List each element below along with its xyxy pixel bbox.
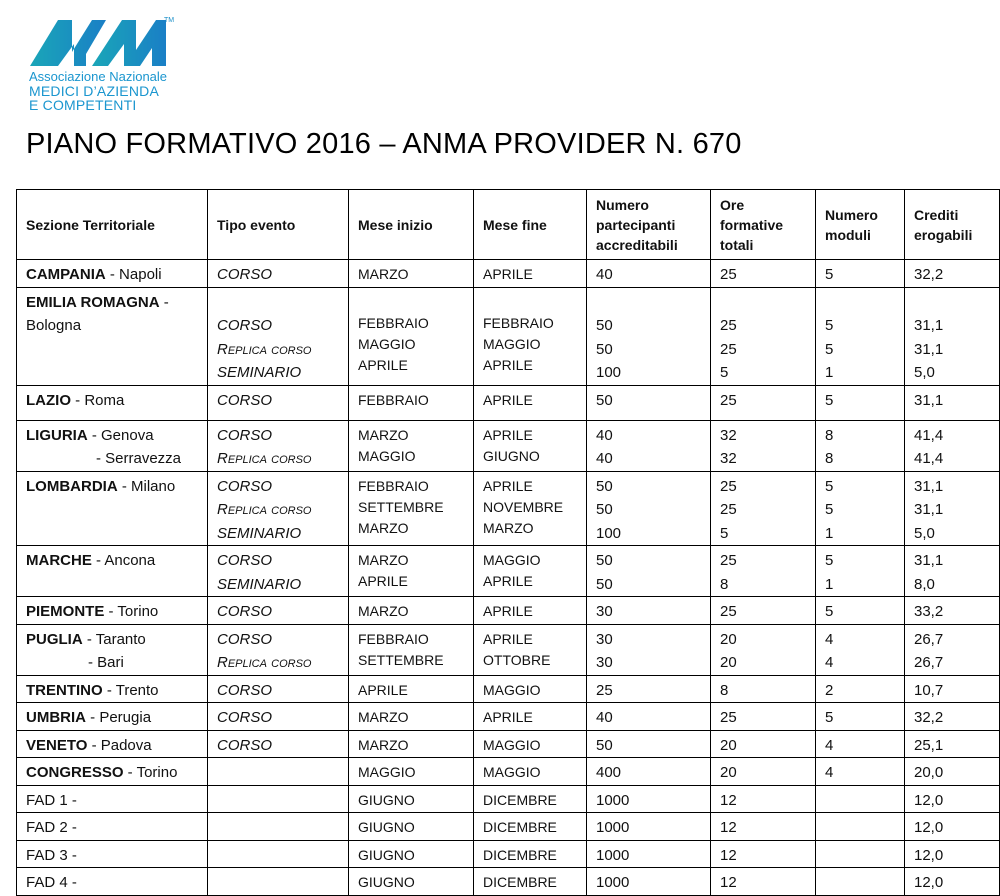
event-type: Replica corso — [217, 340, 312, 358]
value: 32 — [720, 450, 737, 467]
cell-moduli: 5 — [816, 597, 905, 625]
cell-crediti: 31,1 — [905, 385, 1000, 420]
cell-fine: DICEMBRE — [474, 785, 587, 813]
table-row — [17, 287, 1000, 385]
cell-fine — [474, 624, 587, 675]
cell-partecipanti: 50 — [587, 730, 711, 758]
table-row — [17, 785, 1000, 813]
event-type: Replica corso — [217, 501, 312, 518]
city-name: - Ancona — [91, 552, 156, 569]
value: 1 — [825, 524, 834, 542]
table-row — [17, 868, 1000, 896]
month: NOVEMBRE — [483, 498, 564, 515]
city-name: - Roma — [71, 391, 125, 409]
cell-ore: 12 — [711, 785, 816, 813]
event-type: CORSO — [217, 477, 273, 495]
city-name-2: - Bari — [88, 654, 124, 671]
cell-sezione — [17, 546, 208, 597]
cell-partecipanti: 1000 — [587, 785, 711, 813]
cell-crediti: 12,0 — [905, 785, 1000, 813]
region-name: CONGRESSO — [26, 764, 124, 781]
month: MAGGIO — [358, 447, 416, 464]
cell-tipo: CORSO — [208, 260, 349, 288]
cell-partecipanti: 1000 — [587, 840, 711, 868]
month: APRILE — [358, 356, 408, 373]
table-row — [17, 597, 1000, 625]
value: 4 — [825, 630, 834, 648]
cell-moduli: 4 — [816, 730, 905, 758]
event-type: SEMINARIO — [217, 524, 302, 542]
cell-tipo — [208, 420, 349, 471]
header-ore-l2: formative — [720, 216, 784, 233]
region-name: EMILIA ROMAGNA — [26, 293, 160, 311]
cell-inizio: MARZO — [349, 703, 474, 731]
city-name: - Trento — [102, 681, 159, 699]
value: 50 — [596, 477, 613, 495]
cell-tipo — [208, 471, 349, 546]
cell-inizio — [349, 287, 474, 385]
anma-logo-mark — [28, 14, 168, 69]
logo-org-line-3: E COMPETENTI — [29, 97, 137, 113]
month: APRILE — [483, 356, 533, 373]
cell-partecipanti — [587, 546, 711, 597]
cell-ore: 20 — [711, 730, 816, 758]
cell-fine: DICEMBRE — [474, 840, 587, 868]
value: 5 — [825, 477, 834, 495]
cell-sezione — [17, 471, 208, 546]
cell-tipo — [208, 813, 349, 841]
city-name: - Genova — [87, 426, 154, 444]
table-row — [17, 730, 1000, 758]
cell-moduli — [816, 546, 905, 597]
cell-crediti: 12,0 — [905, 840, 1000, 868]
cell-partecipanti: 40 — [587, 260, 711, 288]
value: 5,0 — [914, 364, 935, 381]
city-name: - Napoli — [105, 266, 162, 283]
region-name: CAMPANIA — [26, 266, 106, 283]
month: MAGGIO — [483, 335, 541, 352]
event-type: CORSO — [217, 552, 273, 569]
cell-sezione — [17, 260, 208, 288]
value: 25 — [720, 477, 737, 495]
value: 100 — [596, 524, 622, 542]
value: 25 — [720, 501, 737, 518]
month: SETTEMBRE — [358, 651, 444, 668]
cell-fine: DICEMBRE — [474, 813, 587, 841]
cell-ore — [711, 624, 816, 675]
month: APRILE — [358, 573, 408, 589]
month: APRILE — [483, 630, 533, 647]
region-name: LAZIO — [26, 391, 71, 409]
value: 20 — [720, 654, 737, 671]
value: 5 — [720, 524, 729, 542]
value: 8,0 — [914, 575, 935, 593]
cell-moduli — [816, 287, 905, 385]
value: 5 — [825, 317, 834, 334]
event-type: Replica corso — [217, 450, 312, 467]
table-row — [17, 840, 1000, 868]
header-ore — [711, 190, 816, 260]
cell-inizio: GIUGNO — [349, 813, 474, 841]
region-name: LIGURIA — [26, 426, 88, 444]
cell-tipo — [208, 624, 349, 675]
event-type: CORSO — [217, 426, 273, 444]
cell-crediti: 33,2 — [905, 597, 1000, 625]
value: 41,4 — [914, 450, 944, 467]
cell-sezione: FAD 4 - — [17, 868, 208, 896]
month: APRILE — [483, 573, 533, 589]
value: 4 — [825, 654, 834, 671]
cell-fine: MAGGIO — [474, 758, 587, 786]
month: GIUGNO — [483, 447, 540, 464]
table-header-row — [17, 190, 1000, 260]
cell-tipo: CORSO — [208, 730, 349, 758]
value: 31,1 — [914, 477, 944, 495]
cell-moduli — [816, 785, 905, 813]
cell-moduli: 5 — [816, 703, 905, 731]
table-row — [17, 546, 1000, 597]
value: 5 — [825, 501, 834, 518]
event-type: Replica corso — [217, 654, 312, 671]
month: MARZO — [358, 519, 409, 536]
cell-partecipanti: 25 — [587, 675, 711, 703]
value: 5 — [825, 340, 834, 358]
header-sezione: Sezione Territoriale — [17, 190, 208, 260]
cell-ore: 25 — [711, 703, 816, 731]
cell-crediti — [905, 546, 1000, 597]
value: 31,1 — [914, 501, 944, 518]
month: MAGGIO — [358, 335, 416, 352]
cell-crediti — [905, 624, 1000, 675]
value: 25 — [720, 317, 737, 334]
cell-moduli — [816, 868, 905, 896]
value: 20 — [720, 630, 737, 648]
header-tipo: Tipo evento — [208, 190, 349, 260]
cell-tipo: CORSO — [208, 703, 349, 731]
city-name: - Taranto — [82, 630, 146, 648]
cell-fine — [474, 420, 587, 471]
cell-partecipanti — [587, 471, 711, 546]
cell-partecipanti: 40 — [587, 703, 711, 731]
cell-moduli: 2 — [816, 675, 905, 703]
table-row — [17, 420, 1000, 471]
cell-inizio — [349, 471, 474, 546]
value: 31,1 — [914, 317, 944, 334]
region-name: PUGLIA — [26, 630, 83, 648]
header-crediti-l2: erogabili — [914, 226, 973, 243]
cell-moduli — [816, 840, 905, 868]
value: 1 — [825, 575, 834, 593]
cell-fine: MAGGIO — [474, 675, 587, 703]
cell-inizio: GIUGNO — [349, 840, 474, 868]
value: 25 — [720, 340, 737, 358]
cell-crediti: 12,0 — [905, 868, 1000, 896]
month: FEBBRAIO — [358, 477, 429, 494]
event-type: CORSO — [217, 630, 273, 648]
cell-sezione — [17, 703, 208, 731]
cell-partecipanti — [587, 624, 711, 675]
city-name: - Milano — [117, 477, 176, 495]
month: FEBBRAIO — [358, 630, 429, 647]
header-ore-l1: Ore — [720, 196, 745, 213]
trademark-mark: TM — [164, 17, 175, 24]
month: APRILE — [483, 477, 533, 494]
cell-fine: APRILE — [474, 260, 587, 288]
header-partecipanti-l2: partecipanti — [596, 216, 676, 233]
cell-crediti: 25,1 — [905, 730, 1000, 758]
cell-crediti: 20,0 — [905, 758, 1000, 786]
value: 8 — [825, 450, 834, 467]
header-crediti — [905, 190, 1000, 260]
month: FEBBRAIO — [358, 314, 429, 331]
region-name: TRENTINO — [26, 681, 103, 699]
table-row — [17, 675, 1000, 703]
cell-tipo — [208, 785, 349, 813]
cell-ore: 12 — [711, 840, 816, 868]
cell-ore: 12 — [711, 868, 816, 896]
value: 40 — [596, 426, 613, 444]
cell-fine: MAGGIO — [474, 730, 587, 758]
cell-tipo: CORSO — [208, 597, 349, 625]
page-title: PIANO FORMATIVO 2016 – ANMA PROVIDER N. 670 — [26, 128, 742, 160]
header-partecipanti-l1: Numero — [596, 196, 649, 213]
cell-ore — [711, 471, 816, 546]
cell-sezione — [17, 624, 208, 675]
month: OTTOBRE — [483, 651, 551, 668]
header-moduli-l2: moduli — [825, 226, 871, 243]
cell-sezione — [17, 758, 208, 786]
logo-org-line-2: MEDICI D’AZIENDA — [29, 83, 159, 99]
cell-moduli — [816, 813, 905, 841]
logo-org-name — [29, 70, 167, 112]
header-partecipanti-l3: accreditabili — [596, 236, 678, 253]
value: 31,1 — [914, 552, 944, 569]
cell-crediti: 12,0 — [905, 813, 1000, 841]
value: 26,7 — [914, 654, 944, 671]
header-crediti-l1: Crediti — [914, 206, 959, 223]
month: MAGGIO — [483, 552, 541, 568]
cell-partecipanti: 30 — [587, 597, 711, 625]
cell-sezione — [17, 730, 208, 758]
cell-crediti: 10,7 — [905, 675, 1000, 703]
city-name-2: - Serravezza — [96, 450, 182, 467]
month: SETTEMBRE — [358, 498, 444, 515]
month: MARZO — [483, 519, 534, 536]
cell-tipo: CORSO — [208, 675, 349, 703]
training-plan-table — [16, 189, 1000, 896]
cell-sezione — [17, 597, 208, 625]
table-row — [17, 471, 1000, 546]
region-name: MARCHE — [26, 552, 92, 569]
cell-ore — [711, 546, 816, 597]
cell-crediti — [905, 420, 1000, 471]
city-name-2: Bologna — [26, 317, 82, 334]
cell-moduli — [816, 420, 905, 471]
anma-logo — [28, 14, 178, 124]
cell-partecipanti — [587, 287, 711, 385]
cell-crediti — [905, 287, 1000, 385]
cell-fine: DICEMBRE — [474, 868, 587, 896]
cell-sezione: FAD 2 - — [17, 813, 208, 841]
value: 30 — [596, 630, 613, 648]
table-row — [17, 758, 1000, 786]
cell-partecipanti: 50 — [587, 385, 711, 420]
cell-partecipanti — [587, 420, 711, 471]
city-name: - Torino — [104, 603, 159, 620]
cell-inizio: GIUGNO — [349, 785, 474, 813]
cell-inizio: GIUGNO — [349, 868, 474, 896]
city-name: - Perugia — [86, 709, 152, 726]
value: 50 — [596, 501, 613, 518]
month: APRILE — [483, 426, 533, 443]
cell-sezione: FAD 1 - — [17, 785, 208, 813]
cell-sezione — [17, 287, 208, 385]
cell-inizio: MARZO — [349, 597, 474, 625]
event-type: SEMINARIO — [217, 364, 302, 381]
cell-tipo — [208, 868, 349, 896]
city-name: - Padova — [87, 736, 152, 754]
table-row — [17, 624, 1000, 675]
cell-tipo — [208, 287, 349, 385]
cell-moduli — [816, 624, 905, 675]
header-moduli — [816, 190, 905, 260]
cell-moduli: 5 — [816, 260, 905, 288]
table-row — [17, 703, 1000, 731]
cell-ore: 20 — [711, 758, 816, 786]
table-row — [17, 385, 1000, 420]
cell-moduli — [816, 471, 905, 546]
cell-sezione — [17, 675, 208, 703]
event-type: SEMINARIO — [217, 575, 302, 593]
city-name: - Torino — [123, 764, 178, 781]
cell-fine: APRILE — [474, 597, 587, 625]
cell-partecipanti: 1000 — [587, 813, 711, 841]
value: 100 — [596, 364, 622, 381]
event-type: CORSO — [217, 317, 273, 334]
cell-tipo — [208, 758, 349, 786]
header-ore-l3: totali — [720, 236, 754, 253]
value: 32 — [720, 426, 737, 444]
cell-ore — [711, 287, 816, 385]
cell-partecipanti: 400 — [587, 758, 711, 786]
cell-inizio: APRILE — [349, 675, 474, 703]
value: 30 — [596, 654, 613, 671]
logo-org-line-1: Associazione Nazionale — [29, 69, 168, 84]
cell-tipo: CORSO — [208, 385, 349, 420]
cell-inizio: FEBBRAIO — [349, 385, 474, 420]
cell-sezione: FAD 3 - — [17, 840, 208, 868]
cell-ore — [711, 420, 816, 471]
cell-sezione — [17, 420, 208, 471]
region-name: VENETO — [26, 736, 88, 754]
cell-ore: 12 — [711, 813, 816, 841]
value: 50 — [596, 552, 613, 569]
cell-ore: 25 — [711, 597, 816, 625]
header-moduli-l1: Numero — [825, 206, 878, 223]
value: 25 — [720, 552, 737, 569]
value: 5 — [825, 552, 834, 569]
month: MARZO — [358, 552, 409, 568]
cell-ore: 8 — [711, 675, 816, 703]
header-inizio: Mese inizio — [349, 190, 474, 260]
table-row — [17, 813, 1000, 841]
month: FEBBRAIO — [483, 314, 554, 331]
cell-moduli: 4 — [816, 758, 905, 786]
cell-crediti: 32,2 — [905, 703, 1000, 731]
cell-inizio: MARZO — [349, 730, 474, 758]
cell-fine — [474, 471, 587, 546]
cell-ore: 25 — [711, 385, 816, 420]
cell-fine: APRILE — [474, 385, 587, 420]
cell-inizio — [349, 546, 474, 597]
cell-crediti — [905, 471, 1000, 546]
cell-crediti: 32,2 — [905, 260, 1000, 288]
cell-partecipanti: 1000 — [587, 868, 711, 896]
region-name: LOMBARDIA — [26, 477, 118, 495]
value: 8 — [825, 426, 834, 444]
header-fine: Mese fine — [474, 190, 587, 260]
cell-inizio — [349, 420, 474, 471]
region-name: PIEMONTE — [26, 603, 105, 620]
value: 5 — [720, 364, 729, 381]
cell-fine — [474, 546, 587, 597]
cell-ore: 25 — [711, 260, 816, 288]
value: 5,0 — [914, 524, 935, 542]
cell-inizio: MAGGIO — [349, 758, 474, 786]
header-partecipanti — [587, 190, 711, 260]
value: 40 — [596, 450, 613, 467]
cell-fine — [474, 287, 587, 385]
region-name: UMBRIA — [26, 709, 86, 726]
cell-tipo — [208, 546, 349, 597]
value: 26,7 — [914, 630, 944, 648]
cell-inizio: MARZO — [349, 260, 474, 288]
city-name: - — [159, 293, 169, 311]
cell-fine: APRILE — [474, 703, 587, 731]
cell-inizio — [349, 624, 474, 675]
cell-sezione — [17, 385, 208, 420]
month: MARZO — [358, 426, 409, 443]
value: 1 — [825, 364, 834, 381]
value: 41,4 — [914, 426, 944, 444]
value: 50 — [596, 340, 613, 358]
cell-moduli: 5 — [816, 385, 905, 420]
cell-tipo — [208, 840, 349, 868]
value: 50 — [596, 317, 613, 334]
value: 8 — [720, 575, 729, 593]
value: 50 — [596, 575, 613, 593]
value: 31,1 — [914, 340, 944, 358]
table-row — [17, 260, 1000, 288]
